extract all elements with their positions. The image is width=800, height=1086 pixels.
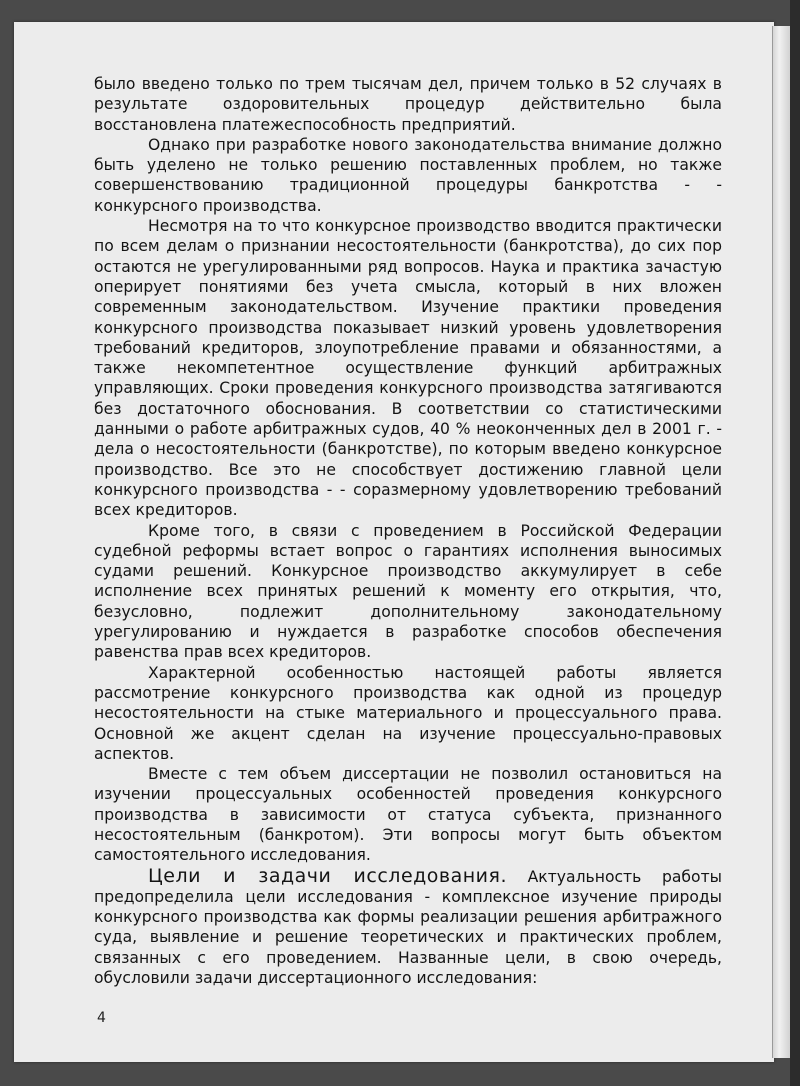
paragraph-3: Несмотря на то что конкурсное производство вводится практически по всем делам о признании несостоятельности (банкротства), до сих пор остаются не урегулированными ряд вопросов. Наука и практика зачастую оперирует понятиями без учета смысла, который в них вложен современным законодательством. Изучение практики проведения конкурсного производства показывает низкий уровень удовлетворения требований кредиторов, злоупотребление правами и обязанностями, а также некомпетентное осуществление функций арбитражных управляющих. Сроки проведения конкурсного производства затягиваются без достаточного обоснования. В соответствии со статистическими данными о работе арбитражных судов, 40 % неоконченных дел в 2001 г. - дела о несостоятельности (банкротстве), по которым введено конкурсное производство. Все это не способствует достижению главной цели конкурсного производства - - соразмерному удовлетворению требований всех кредиторов. bbox=[94, 217, 722, 520]
section-text: Актуальность работы предопределила цели исследования - комплексное изучение природы конкурсного производства как формы реализации решения арбитражного суда, выявление и решение теоретических и практических проблем, связанных с его проведением. Названные цели, в свою очередь, обусловили задачи диссертационного исследования: bbox=[94, 867, 722, 988]
section-heading: Цели и задачи исследования. bbox=[148, 864, 507, 887]
page-text bbox=[94, 74, 722, 988]
paragraph-1: было введено только по трем тысячам дел, причем только в 52 случаях в результате оздоровительных процедур действительно была восстановлена платежеспособность предприятий. bbox=[94, 75, 722, 134]
section-paragraph bbox=[94, 866, 722, 989]
paragraph-2: Однако при разработке нового законодательства внимание должно быть уделено не только решению поставленных проблем, но также совершенствованию традиционной процедуры банкротства - - конкурсного производства. bbox=[94, 135, 722, 215]
paragraph-4: Кроме того, в связи с проведением в Российской Федерации судебной реформы встает вопрос о гарантиях исполнения выносимых судами решений. Конкурсное производство аккумулирует в себе исполнение всех принятых решений к моменту его открытия, что, безусловно, подлежит дополнительному законодательному урегулированию и нуждается в разработке способов обеспечения равенства прав всех кредиторов. bbox=[94, 521, 722, 662]
scan-border bbox=[790, 0, 800, 1086]
paragraph-6: Вместе с тем объем диссертации не позволил остановиться на изучении процессуальных особенностей проведения конкурсного производства в зависимости от статуса субъекта, признанного несостоятельным (банкротом). Эти вопросы могут быть объектом самостоятельного исследования. bbox=[94, 765, 722, 865]
page-edge bbox=[772, 26, 791, 1058]
paragraph-5: Характерной особенностью настоящей работы является рассмотрение конкурсного производства как одной из процедур несостоятельности на стыке материального и процессуального права. Основной же акцент сделан на изучение процессуально-правовых аспектов. bbox=[94, 663, 722, 763]
page-number: 4 bbox=[97, 1010, 106, 1026]
